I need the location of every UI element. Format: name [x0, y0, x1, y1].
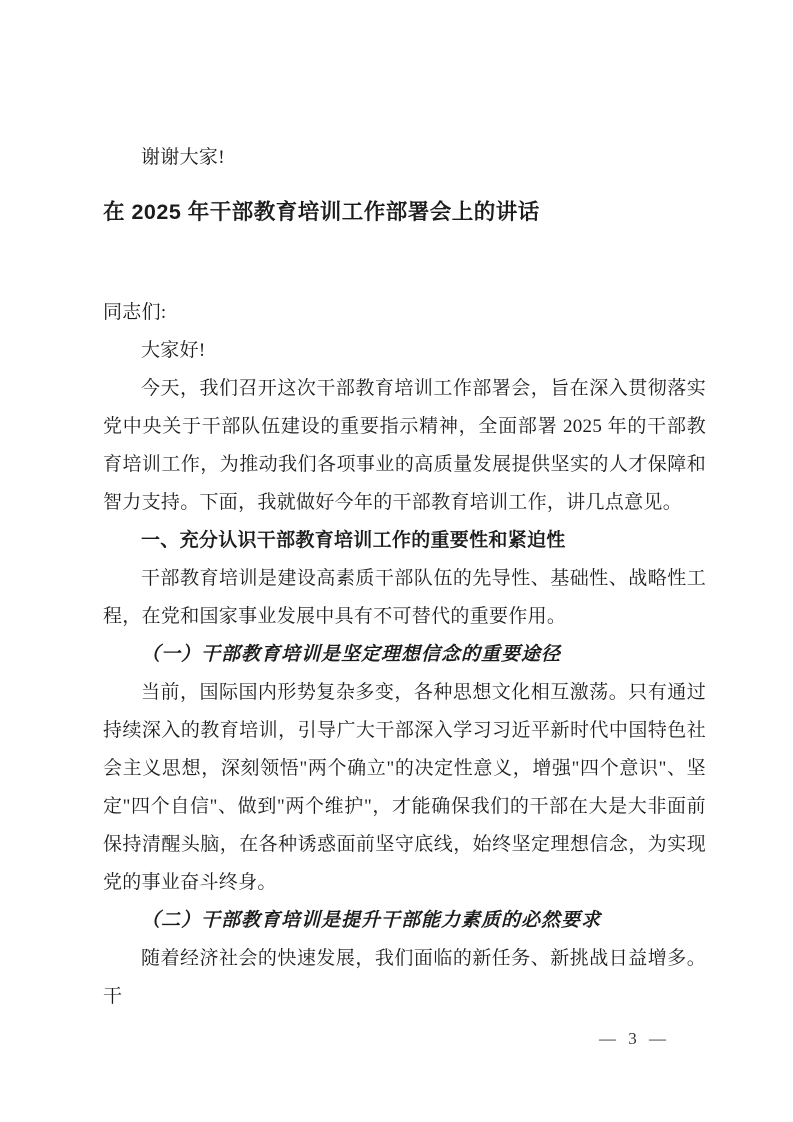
closing-line: 谢谢大家!	[141, 147, 225, 168]
document-title: 在 2025 年干部教育培训工作部署会上的讲话	[103, 200, 540, 224]
page-number: — 3 —	[599, 1029, 670, 1048]
greeting-line: 大家好!	[141, 340, 206, 361]
section-1-paragraph: 干部教育培训是建设高素质干部队伍的先导性、基础性、战略性工程，在党和国家事业发展中具有不可替代的重要作用。	[103, 568, 706, 627]
section-1-heading: 一、充分认识干部教育培训工作的重要性和紧迫性	[141, 530, 566, 551]
document-content	[103, 139, 706, 1016]
subsection-2-heading: （二）干部教育培训是提升干部能力素质的必然要求	[141, 910, 602, 931]
subsection-2-paragraph-partial: 随着经济社会的快速发展，我们面临的新任务、新挑战日益增多。干	[103, 948, 706, 1007]
subsection-1-heading: （一）干部教育培训是坚定理想信念的重要途径	[141, 644, 562, 665]
salutation: 同志们:	[103, 302, 167, 323]
subsection-1-paragraph: 当前，国际国内形势复杂多变，各种思想文化相互激荡。只有通过持续深入的教育培训，引导广大干部深入学习习近平新时代中国特色社会主义思想，深刻领悟"两个确立"的决定性意义，增强"四个意识"、坚定"四个自信"、做到"两个维护"，才能确保我们的干部在大是大非面前保持清醒头脑，在各种诱惑面前坚守底线，始终坚定理想信念，为实现党的事业奋斗终身。	[103, 682, 706, 893]
intro-paragraph: 今天，我们召开这次干部教育培训工作部署会，旨在深入贯彻落实党中央关于干部队伍建设的重要指示精神，全面部署 2025 年的干部教育培训工作，为推动我们各项事业的高质量发展提供坚实的人才保障和智力支持。下面，我就做好今年的干部教育培训工作，讲几点意见。	[103, 378, 706, 513]
